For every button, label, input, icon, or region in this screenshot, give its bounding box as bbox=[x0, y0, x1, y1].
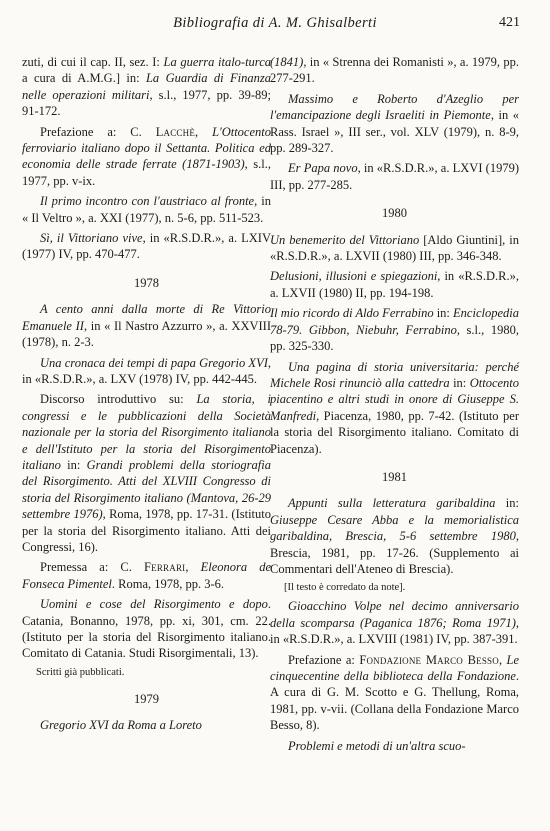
bibliography-entry: A cento anni dalla morte di Re Vittorio Emanuele II, in « Il Nastro Azzurro », a. XXVIII (1978), n. 2-3. bbox=[22, 302, 271, 350]
bibliography-entry: Gregorio XVI da Roma a Loreto bbox=[40, 718, 202, 733]
bibliography-entry: Il primo incontro con l'austriaco al fronte, in « Il Veltro », a. XXI (1977), n. 5-6, pp. 511-523. bbox=[22, 194, 271, 225]
year-heading-1979: 1979 bbox=[134, 691, 159, 706]
year-heading-1981: 1981 bbox=[382, 469, 407, 484]
bibliography-entry: Discorso introduttivo su: La storia, i congressi e le pubblicazioni della Società nazionale per la storia del Risorgimento italiano e dell'Istituto per la storia del Risorgimento italiano in: Grandi problemi della storiografia del Risorgimento. Atti del XLVIII Congresso di storia del Risorgimento italiano (Mantova, 26-29 settembre 1976), Roma, 1978, pp. 17-31. (Istituto per la storia del Risorgimento italiano. Atti dei Congressi, 16). bbox=[22, 392, 271, 554]
page-number: 421 bbox=[499, 15, 520, 30]
running-title: Bibliografia di A. M. Ghisalberti bbox=[173, 15, 377, 31]
bibliography-entry: (1841), in « Strenna dei Romanisti », a. 1979, pp. 277-291. bbox=[270, 55, 519, 86]
bibliography-entry: Massimo e Roberto d'Azeglio per l'emancipazione degli Israeliti in Piemonte, in « Rass. Israel », III ser., vol. XLV (1979), n. 8-9, pp. 289-327. bbox=[270, 91, 519, 156]
bibliography-entry: Prefazione a: Fondazione Marco Besso, Le cinquecentine della biblioteca della Fondazione. A cura di G. M. Scotto e G. Thellung, Roma, 1981, pp. v-vii. (Collana della Fondazione Marco Besso, 8). bbox=[270, 652, 520, 733]
entry-note: [Il testo è corredato da note]. bbox=[284, 582, 406, 594]
bibliography-entry: Er Papa novo, in «R.S.D.R.», a. LXVI (1979) III, pp. 277-285. bbox=[270, 161, 520, 192]
year-heading-1978: 1978 bbox=[134, 275, 159, 290]
bibliography-entry: Premessa a: C. Ferrari, Eleonora de Fonseca Pimentel. Roma, 1978, pp. 3-6. bbox=[22, 560, 272, 591]
entry-note: Scritti già pubblicati. bbox=[36, 666, 125, 678]
bibliography-entry: Sì, il Vittoriano vive, in «R.S.D.R.», a. LXIV (1977) IV, pp. 470-477. bbox=[22, 231, 271, 262]
author-name: Lacchè bbox=[155, 124, 196, 139]
bibliography-entry: Gioacchino Volpe nel decimo anniversario della scomparsa (Paganica 1876; Roma 1971), in «R.S.D.R.», a. LXVIII (1981) IV, pp. 387-391. bbox=[270, 599, 519, 647]
institution-name: Fondazione Marco Besso bbox=[359, 652, 499, 667]
bibliography-entry: Uomini e cose del Risorgimento e dopo. Catania, Bonanno, 1978, pp. xi, 301, cm. 22. (Istituto per la storia del Risorgimento italiano. Comitato di Catania. Studi Risorgimentali, 13). bbox=[22, 597, 271, 661]
bibliography-entry: Prefazione a: C. Lacchè, L'Ottocento ferroviario italiano dopo il Settanta. Politica ed economia delle strade ferrate (1871-1903), s.l., 1977, pp. v-ix. bbox=[22, 124, 271, 188]
bibliography-entry: zuti, di cui il cap. II, sez. I: La guerra italo-turca a cura di A.M.G.] in: La Guardia di Finanza nelle operazioni militari, s.l., 1977, pp. 39-89; 91-172. bbox=[22, 55, 272, 119]
bibliography-entry: Appunti sulla letteratura garibaldina in: Giuseppe Cesare Abba e la memorialistica garibaldina, Brescia, 5-6 settembre 1980, Brescia, 1981, pp. 17-26. (Supplemento ai Commentari dell'Ateneo di Brescia). bbox=[270, 496, 519, 576]
left-column bbox=[22, 54, 271, 738]
bibliography-entry: Una cronaca dei tempi di papa Gregorio XVI, in «R.S.D.R.», a. LXV (1978) IV, pp. 442-445. bbox=[22, 355, 271, 386]
bibliography-entry: Il mio ricordo di Aldo Ferrabino in: Enciclopedia 78-79. Gibbon, Niebuhr, Ferrabino, s.l., 1980, pp. 325-330. bbox=[270, 306, 519, 354]
bibliography-entry: Delusioni, illusioni e spiegazioni, in «R.S.D.R.», a. LXVII (1980) II, pp. 194-198. bbox=[270, 269, 519, 300]
bibliography-entry: Problemi e metodi di un'altra scuo- bbox=[288, 738, 466, 753]
author-name: Ferrari bbox=[144, 560, 186, 575]
bibliography-entry: Un benemerito del Vittoriano [Aldo Giuntini], in «R.S.D.R.», a. LXVII (1980) III, pp. 346-348. bbox=[270, 232, 519, 264]
year-heading-1980: 1980 bbox=[382, 206, 407, 221]
running-header bbox=[0, 12, 550, 36]
bibliography-entry: Una pagina di storia universitaria: perché Michele Rosi rinunciò alla cattedra in: Ottocento piacentino e altri studi in onore di Giuseppe S. Manfredi, Piacenza, 1980, pp. 7-42. (Istituto per la storia del Risorgimento italiano. Comitato di Piacenza). bbox=[270, 359, 520, 456]
right-column bbox=[270, 54, 519, 758]
